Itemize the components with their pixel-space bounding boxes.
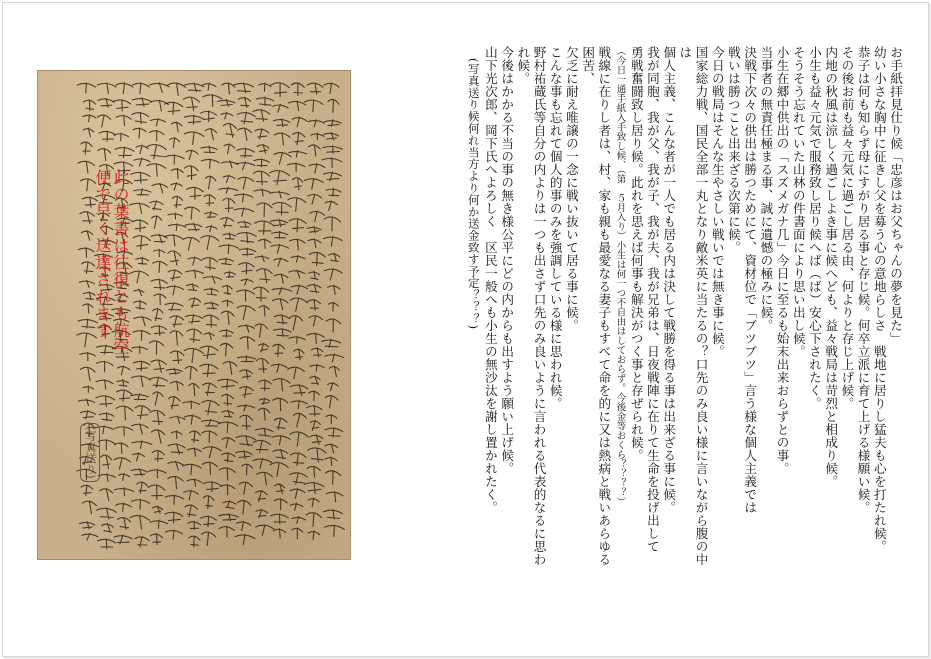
transcript-line: 山下光次郎、岡下氏へよろしく 区民一般へも小生の無沙汰を謝し置かれたく。 [482,46,498,514]
transcript-line: 恭子は何も知らず母にすがり居る事と存じ候。何卒立派に育て上げる様願い候。 [855,46,871,514]
handwriting-column [130,83,152,547]
transcript-line: 小生も益々元気で服務致し居り候へば（ば）安心下されたく。 [806,46,822,410]
handwriting-column [234,83,257,545]
transcript-line: こんな事も忘れて個人的事のみを強調している様に思われ候。 [547,46,563,410]
handwriting-column [304,83,326,540]
transcript-line: 当事者の無責任極まる事、誠に遺憾の極みに候。 [758,46,774,332]
handwriting-column [183,83,204,547]
transcript-line: 内地の秋風は涼しく過ごしよき事に候へども、益々戦局は苛烈と相成り候。 [823,46,839,488]
handwriting-column [270,83,292,538]
transcript-line: 我が同胞、我が父、我が子、我が夫、我が兄弟は、日夜戦陣に在りて生命を投げ出して [644,46,660,553]
postcard-red-notice [93,169,129,356]
transcript-line: お手紙拝見仕り候「忠彦はお父ちゃんの夢を見た」 [888,46,903,345]
transcript-line: そうそう忘れていた山林の件書面により思い出し候。 [790,46,806,358]
transcript-line: 欠乏に耐え唯譲の一念に戦い抜いて居る事に候。 [563,46,579,332]
handwriting-column [147,83,169,545]
transcription-text [375,46,903,566]
transcript-line: 野村祐蔵氏等自分の内よりは一つも出さず口先のみ良いように言われる代表的なるに思われ候。 [515,46,547,566]
postcard-red-line: 便で早く送達されます [93,169,112,339]
transcript-line: 戦いは勝つこと出来ざる次第に候。 [725,46,741,254]
handwriting-column [253,83,274,535]
handwriting-column [218,83,239,537]
transcript-small-line: （今日一通手紙入手致し候、（第 ５月入り）小生は何一つ不自由はしておらず。今後金等おくら？？？？） [614,46,626,507]
transcript-line: 個人主義、こんな者が一人でも居る内は決して戦勝を得る事は出来ざる事に候。 [661,46,677,514]
handwriting-column [200,83,222,545]
handwriting-column [322,83,345,536]
handwriting-column [288,83,309,539]
postcard-image [37,70,351,560]
transcript-line: 今日の戦局はそんな生やさしい戦いでは無き事に候。 [709,46,725,358]
transcript-line: その後お前も益々元気に過ごし居る由、何よりと存じ上げ候。 [839,46,855,410]
transcript-line: 国家総力戦、国民全部一丸となり敵米英に当たるの？口先のみ良い様に言いながら腹の中は [677,46,709,566]
handwriting-scribble [38,71,350,559]
postcard-red-line: 此の葉書は往復とも航空 [111,169,130,356]
handwriting-column [164,83,186,539]
transcript-line: 今後はかかる不当の事の無き様公平にどの内からも出すよう願い上げ候。 [499,46,515,475]
transcript-line: 勇戦奮闘致し居り候。此れを思えば何事も解決がつく事と存ぜられ候。 [628,46,644,462]
transcript-note: (写真送り候何れ当方より何か送金致す予定？？？) [466,58,481,330]
transcript-line: 戦線に在りし者は、村、家も親も最愛なる妻子もすべて命を的に又は熱病と戦いあらゆる困苦、 [580,46,612,566]
postcard-stamp: (写真送り) [80,423,100,482]
transcript-line: 小生在郷中供出の「スズメガナ几」今日に至るも始末出来おらずとの事。 [774,46,790,475]
transcript-line: 決戦下次々の供出は勝つためにて、資材位で「ブツブツ」言う様な個人主義では [742,46,758,514]
transcript-line: 幼い小さな胸中に征きし父を募う心の意地らしさ 戦地に居りし猛夫も心を打たれ候。 [871,46,887,553]
